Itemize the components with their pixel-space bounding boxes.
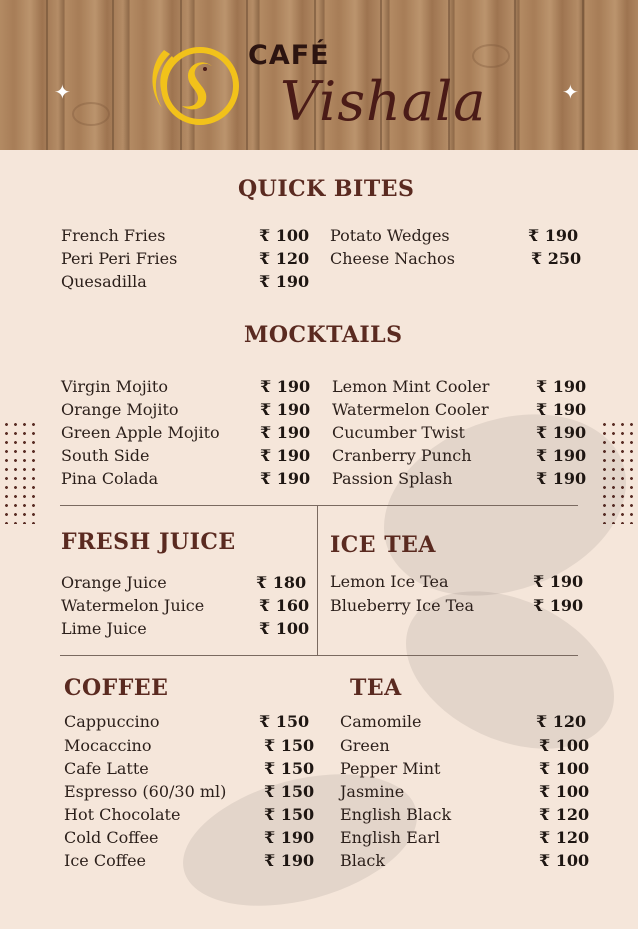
menu-item-price: ₹ 100 xyxy=(259,226,310,245)
menu-item-price: ₹ 100 xyxy=(539,851,590,870)
menu-item-price: ₹ 120 xyxy=(539,828,590,847)
menu-item-price: ₹ 190 xyxy=(264,828,315,847)
menu-item-name: Cucumber Twist xyxy=(332,423,465,442)
menu-item-price: ₹ 120 xyxy=(536,712,587,731)
menu-item-name: Lemon Ice Tea xyxy=(330,572,449,591)
menu-item-name: English Black xyxy=(340,805,452,824)
menu-item-price: ₹ 190 xyxy=(536,423,587,442)
menu-item-price: ₹ 150 xyxy=(264,736,315,755)
menu-item-price: ₹ 150 xyxy=(264,782,315,801)
menu-item-name: Jasmine xyxy=(340,782,405,801)
plank-divider xyxy=(514,0,516,150)
menu-item-price: ₹ 100 xyxy=(539,759,590,778)
wood-knot xyxy=(72,102,110,126)
menu-item-name: Mocaccino xyxy=(64,736,152,755)
plank-divider xyxy=(112,0,114,150)
menu-item-price: ₹ 190 xyxy=(528,226,579,245)
brand-prefix: CAFÉ xyxy=(248,40,330,71)
menu-item-price: ₹ 180 xyxy=(256,573,307,592)
menu-item-price: ₹ 150 xyxy=(264,805,315,824)
section-title-quick-bites: QUICK BITES xyxy=(238,176,415,202)
menu-item-name: French Fries xyxy=(61,226,166,245)
menu-item-name: Passion Splash xyxy=(332,469,453,488)
menu-item-name: Cold Coffee xyxy=(64,828,159,847)
menu-item-name: Cheese Nachos xyxy=(330,249,455,268)
menu-item-name: Watermelon Juice xyxy=(61,596,205,615)
menu-item-price: ₹ 120 xyxy=(539,805,590,824)
section-title-tea: TEA xyxy=(350,675,402,701)
menu-item-name: English Earl xyxy=(340,828,441,847)
menu-item-price: ₹ 100 xyxy=(259,619,310,638)
menu-item-name: Cappuccino xyxy=(64,712,160,731)
menu-item-name: Orange Mojito xyxy=(61,400,179,419)
swan-logo-icon xyxy=(142,36,242,132)
section-divider xyxy=(60,655,578,656)
menu-item-price: ₹ 160 xyxy=(259,596,310,615)
menu-item-price: ₹ 190 xyxy=(260,423,311,442)
menu-item-price: ₹ 120 xyxy=(259,249,310,268)
menu-item-price: ₹ 190 xyxy=(536,400,587,419)
menu-item-name: Watermelon Cooler xyxy=(332,400,489,419)
menu-item-name: Camomile xyxy=(340,712,422,731)
wood-header xyxy=(0,0,638,150)
menu-item-price: ₹ 190 xyxy=(264,851,315,870)
menu-item-name: Espresso (60/30 ml) xyxy=(64,782,227,801)
menu-item-name: Ice Coffee xyxy=(64,851,147,870)
menu-item-name: Black xyxy=(340,851,386,870)
menu-item-price: ₹ 150 xyxy=(264,759,315,778)
plank-divider xyxy=(582,0,584,150)
menu-item-price: ₹ 190 xyxy=(536,446,587,465)
sparkle-icon: ✦ xyxy=(562,80,579,104)
menu-item-price: ₹ 190 xyxy=(533,596,584,615)
section-divider xyxy=(60,505,578,506)
section-title-ice-tea: ICE TEA xyxy=(330,532,436,558)
menu-item-name: Peri Peri Fries xyxy=(61,249,178,268)
section-title-coffee: COFFEE xyxy=(64,675,169,701)
menu-item-name: Lemon Mint Cooler xyxy=(332,377,490,396)
menu-item-name: Virgin Mojito xyxy=(61,377,168,396)
menu-item-name: Orange Juice xyxy=(61,573,167,592)
menu-item-price: ₹ 190 xyxy=(260,377,311,396)
menu-item-price: ₹ 190 xyxy=(260,469,311,488)
menu-item-name: Lime Juice xyxy=(61,619,147,638)
sparkle-icon: ✦ xyxy=(54,80,71,104)
column-divider xyxy=(317,505,318,656)
menu-item-price: ₹ 190 xyxy=(260,446,311,465)
section-title-mocktails: MOCKTAILS xyxy=(244,322,403,348)
menu-item-name: Blueberry Ice Tea xyxy=(330,596,475,615)
menu-item-price: ₹ 190 xyxy=(536,377,587,396)
plank-divider xyxy=(46,0,48,150)
plank-divider xyxy=(246,0,248,150)
menu-item-price: ₹ 190 xyxy=(533,572,584,591)
menu-item-price: ₹ 100 xyxy=(539,782,590,801)
menu-item-name: Cafe Latte xyxy=(64,759,149,778)
brand-name: Vishala xyxy=(280,70,487,133)
menu-item-price: ₹ 190 xyxy=(259,272,310,291)
section-title-fresh-juice: FRESH JUICE xyxy=(61,529,236,555)
menu-item-name: Pepper Mint xyxy=(340,759,441,778)
menu-item-name: Green xyxy=(340,736,390,755)
wood-knot xyxy=(472,44,510,68)
menu-item-name: Hot Chocolate xyxy=(64,805,181,824)
menu-item-name: Green Apple Mojito xyxy=(61,423,220,442)
menu-item-name: Pina Colada xyxy=(61,469,159,488)
menu-item-price: ₹ 190 xyxy=(536,469,587,488)
menu-item-name: Potato Wedges xyxy=(330,226,450,245)
menu-item-price: ₹ 100 xyxy=(539,736,590,755)
menu-item-name: South Side xyxy=(61,446,150,465)
dot-pattern-left xyxy=(2,420,38,524)
menu-item-price: ₹ 150 xyxy=(259,712,310,731)
menu-item-price: ₹ 250 xyxy=(531,249,582,268)
menu-item-price: ₹ 190 xyxy=(260,400,311,419)
menu-item-name: Quesadilla xyxy=(61,272,147,291)
menu-item-name: Cranberry Punch xyxy=(332,446,472,465)
